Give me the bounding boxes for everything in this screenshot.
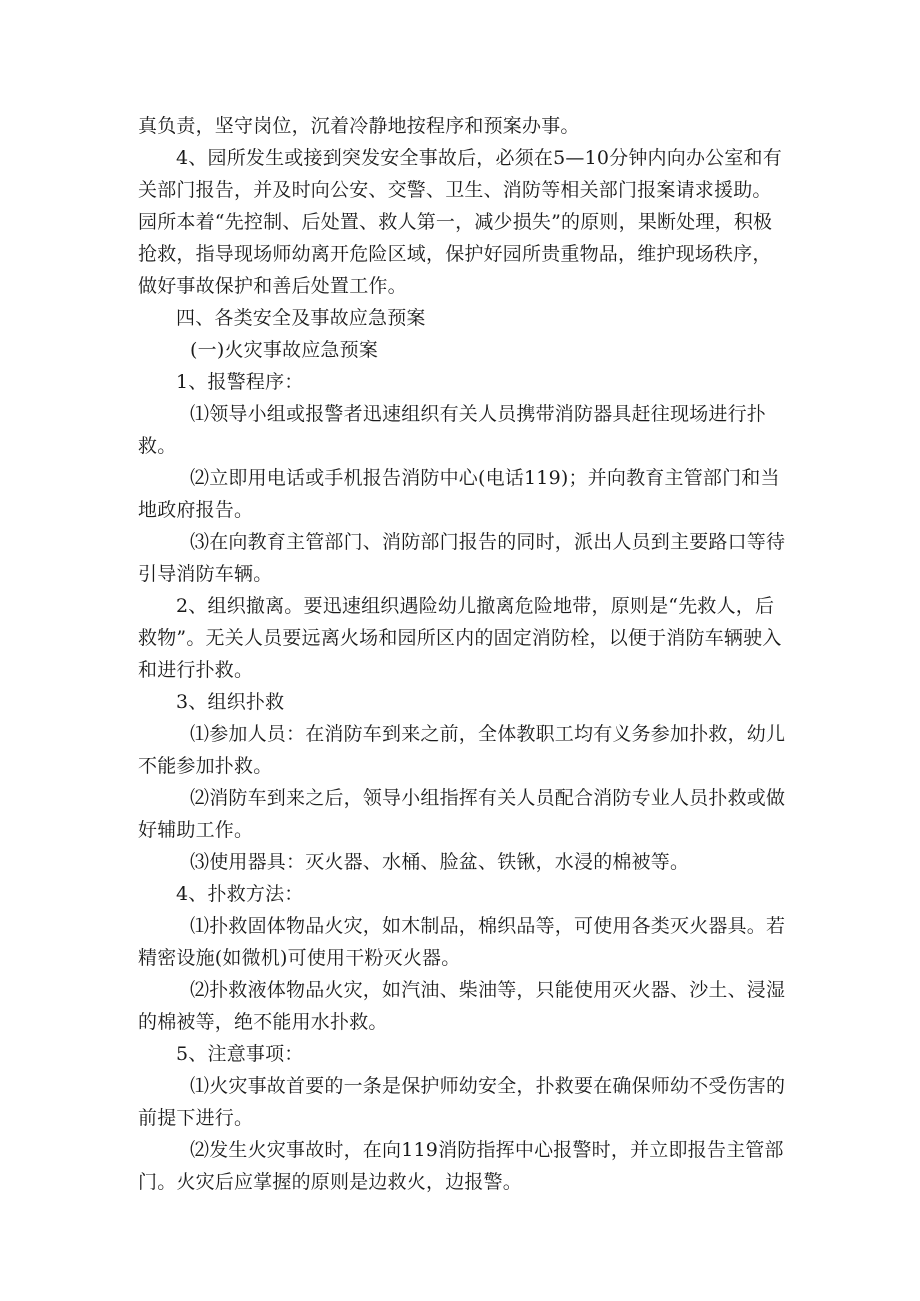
item-methods: 4、扑救方法：	[176, 883, 304, 905]
alarm-step-2: ⑵立即用电话或手机报告消防中心(电话119)；并向教育主管部门和当地政府报告。	[138, 467, 780, 521]
fire-fighting-step-3: ⑶使用器具：灭火器、水桶、脸盆、铁锹，水浸的棉被等。	[190, 851, 690, 873]
paragraph-item-4-report: 4、园所发生或接到突发安全事故后，必须在5—10分钟内向办公室和有关部门报告，并及时向公安、交警、卫生、消防等相关部门报案请求援助。园所本着“先控制、后处置、救人第一，减少损失”的原则，果断处理，积极抢救，指导现场师幼离开危险区域，保护好园所贵重物品，维护现场秩序，做好事故保护和善后处置工作。	[138, 147, 782, 297]
section-heading-4: 四、各类安全及事故应急预案	[176, 307, 426, 329]
method-step-2: ⑵扑救液体物品火灾，如汽油、柴油等，只能使用灭火器、沙土、浸湿的棉被等，绝不能用水扑救。	[138, 979, 786, 1033]
method-step-1: ⑴扑救固体物品火灾，如木制品，棉织品等，可使用各类灭火器具。若精密设施(如微机)可使用干粉灭火器。	[138, 915, 786, 969]
item-evacuation: 2、组织撤离。要迅速组织遇险幼儿撤离危险地带，原则是“先救人，后救物”。无关人员要远离火场和园所区内的固定消防栓，以便于消防车辆驶入和进行扑救。	[138, 595, 782, 681]
document-body	[138, 110, 788, 1198]
alarm-step-3: ⑶在向教育主管部门、消防部门报告的同时，派出人员到主要路口等待引导消防车辆。	[138, 531, 786, 585]
item-fire-fighting: 3、组织扑救	[176, 691, 285, 713]
fire-fighting-step-1: ⑴参加人员：在消防车到来之前，全体教职工均有义务参加扑救，幼儿不能参加扑救。	[138, 723, 786, 777]
note-step-2: ⑵发生火灾事故时，在向119消防指挥中心报警时，并立即报告主管部门。火灾后应掌握的原则是边救火，边报警。	[138, 1139, 784, 1193]
subsection-heading-fire: (一)火灾事故应急预案	[190, 339, 379, 361]
item-alarm-procedure: 1、报警程序：	[176, 371, 304, 393]
paragraph-continuation: 真负责，坚守岗位，沉着冷静地按程序和预案办事。	[138, 115, 580, 137]
fire-fighting-step-2: ⑵消防车到来之后，领导小组指挥有关人员配合消防专业人员扑救或做好辅助工作。	[138, 787, 786, 841]
alarm-step-1: ⑴领导小组或报警者迅速组织有关人员携带消防器具赶往现场进行扑救。	[138, 403, 767, 457]
note-step-1: ⑴火灾事故首要的一条是保护师幼安全，扑救要在确保师幼不受伤害的前提下进行。	[138, 1075, 786, 1129]
item-notes: 5、注意事项：	[176, 1043, 304, 1065]
